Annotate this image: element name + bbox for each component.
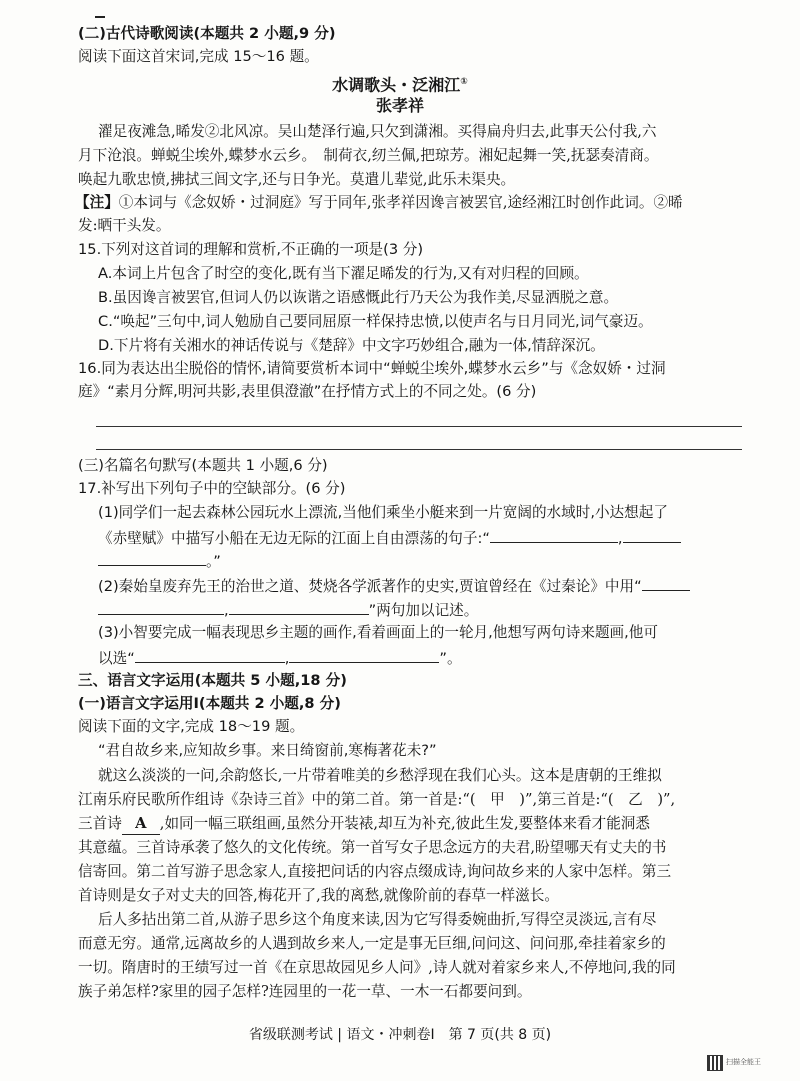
poem-author: 张孝祥: [375, 96, 424, 115]
passage-line-7: 后人多拈出第二首,从游子思乡这个角度来读,因为它写得委婉曲折,写得空灵淡远,言有尽: [98, 911, 657, 928]
blank-a[interactable]: A: [122, 814, 160, 835]
passage-line-8: 而意无穷。通常,远离故乡的人遇到故乡来人,一定是事无巨细,问问这、问问那,牵挂着家乡的: [78, 935, 666, 952]
passage-line-1: 就这么淡淡的一问,余韵悠长,一片带着唯美的乡愁浮现在我们心头。这本是唐朝的王维拟: [98, 767, 662, 784]
passage-line-6: 首诗则是女子对丈夫的回答,梅花开了,我的离愁,就像阶前的春草一样滋长。: [78, 887, 559, 904]
poem-note-line-2: 发:晒干头发。: [78, 217, 171, 234]
poem-note-line-1: [75, 193, 683, 213]
q16-answer-line-1[interactable]: [96, 426, 742, 427]
section-2-intro: 阅读下面这首宋词,完成 15～16 题。: [78, 48, 319, 65]
q17-item-1-blank-1[interactable]: [490, 527, 618, 543]
passage-line-3-comma: ,: [159, 815, 165, 832]
q17-item-1-end: 。”: [206, 553, 221, 570]
q17-stem: 17.补写出下列句子中的空缺部分。(6 分): [78, 480, 346, 497]
q17-item-2-blank-1b[interactable]: [98, 599, 224, 615]
poem-line-3: 唤起九歌忠愤,拂拭三闾文字,还与日争光。莫遣儿辈觉,此乐未渠央。: [78, 171, 516, 188]
q16-answer-line-2[interactable]: [96, 449, 742, 450]
part-3-intro: 阅读下面的文字,完成 18～19 题。: [78, 718, 305, 735]
q17-item-3-end: ”。: [439, 650, 462, 667]
q17-item-1-blank-2b[interactable]: [98, 550, 206, 566]
q17-item-1-line-2: [98, 527, 681, 549]
passage-line-10: 族子弟怎样?家里的园子怎样?连园里的一花一草、一木一石都要问到。: [78, 983, 532, 1000]
note-label: 【注】: [75, 194, 119, 211]
poem-line-2: 月下沧浪。蝉蜕尘埃外,蝶梦水云乡。 制荷衣,纫兰佩,把琼芳。湘妃起舞一笑,抚瑟奏清商。: [78, 147, 659, 164]
poem-title-text: 水调歌头・泛湘江: [332, 75, 461, 95]
q17-item-2-blank-1a[interactable]: [642, 575, 690, 591]
passage-line-3: [78, 814, 650, 835]
q17-item-1-comma: ,: [617, 530, 623, 547]
passage-line-2: 江南乐府民歌所作组诗《杂诗三首》中的第二首。第一首是:“( 甲 )”,第三首是:“( 乙 )”,: [78, 791, 676, 808]
q16-line-1: 16.同为表达出尘脱俗的情怀,请简要赏析本词中“蝉蜕尘埃外,蝶梦水云乡”与《念奴娇・过洞: [78, 360, 666, 377]
q17-item-2-text: (2)秦始皇废弃先王的治世之道、焚烧各学派著作的史实,贾谊曾经在《过秦论》中用“: [98, 578, 642, 595]
passage-line-5: 信寄回。第二首写游子思念家人,直接把问话的内容点缀成诗,询问故乡来的人家中怎样。第三: [78, 863, 672, 880]
qr-code-icon: [707, 1055, 723, 1071]
q17-item-1-blank-2a[interactable]: [623, 527, 681, 543]
q17-item-1-line-1: (1)同学们一起去森林公园玩水上漂流,当他们乘坐小艇来到一片宽阔的水域时,小达想起了: [98, 504, 668, 521]
q17-item-2-end: ”两句加以记述。: [368, 602, 479, 619]
scanner-brand: 扫描全能王: [726, 1058, 761, 1066]
passage-quote: “君自故乡来,应知故乡事。来日绮窗前,寒梅著花未?”: [98, 742, 437, 759]
q17-item-1-line-3: [98, 550, 221, 572]
passage-line-4: 其意蕴。三首诗承袭了悠久的文化传统。第一首写女子思念远方的夫君,盼望哪天有丈夫的书: [78, 839, 667, 856]
q15-option-a: A.本词上片包含了时空的变化,既有当下濯足晞发的行为,又有对归程的回顾。: [98, 265, 589, 282]
page-footer: 省级联测考试 | 语文・冲刺卷Ⅰ 第 7 页(共 8 页): [248, 1027, 552, 1043]
q17-item-3-comma: ,: [284, 650, 290, 667]
poem-title-note: ①: [460, 77, 468, 87]
q16-line-2: 庭》“素月分辉,明河共影,表里俱澄澈”在抒情方式上的不同之处。(6 分): [78, 383, 537, 400]
poem-title: [0, 72, 800, 95]
q15-option-d: D.下片将有关湘水的神话传说与《楚辞》中文字巧妙组合,融为一体,情辞深沉。: [98, 337, 605, 354]
q17-item-3-text: 以选“: [98, 650, 135, 667]
q17-item-1-text: 《赤壁赋》中描写小船在无边无际的江面上自由漂荡的句子:“: [98, 530, 490, 547]
section-3-heading: (三)名篇名句默写(本题共 1 小题,6 分): [78, 457, 328, 474]
q17-item-3-line-1: (3)小智要完成一幅表现思乡主题的画作,看着画面上的一轮月,他想写两句诗来题画,他可: [98, 624, 658, 641]
q17-item-2-line-2: [98, 599, 478, 621]
note-text-1: ①本词与《念奴娇・过洞庭》写于同年,张孝祥因谗言被罢官,途经湘江时创作此词。②晞: [118, 194, 683, 211]
top-mark: [95, 16, 105, 18]
passage-line-9: 一切。隋唐时的王绩写过一首《在京思故园见乡人问》,诗人就对着家乡来人,不停地问,我的同: [78, 959, 676, 976]
q17-item-3-blank-2[interactable]: [289, 647, 439, 663]
passage-line-3-prefix: 三首诗: [78, 815, 122, 832]
q17-item-2-line-1: [98, 575, 690, 597]
poem-line-1: 濯足夜滩急,晞发②北风凉。吴山楚泽行遍,只欠到潇湘。买得扁舟归去,此事天公付我,六: [98, 123, 657, 140]
passage-line-3-rest: 如同一幅三联组画,虽然分开装裱,却互为补充,彼此生发,要整体来看才能洞悉: [164, 815, 650, 832]
part-3-sub-heading: (一)语言文字运用Ⅰ(本题共 2 小题,8 分): [78, 695, 341, 712]
q15-stem: 15.下列对这首词的理解和赏析,不正确的一项是(3 分): [78, 241, 424, 258]
q17-item-2-comma: ,: [224, 602, 229, 619]
part-3-heading: 三、语言文字运用(本题共 5 小题,18 分): [78, 672, 347, 689]
q17-item-2-blank-2[interactable]: [229, 599, 369, 615]
section-2-heading: (二)古代诗歌阅读(本题共 2 小题,9 分): [78, 25, 336, 42]
q15-option-b: B.虽因谗言被罢官,但词人仍以诙谐之语感慨此行乃天公为我作美,尽显洒脱之意。: [98, 289, 619, 306]
q15-option-c: C.“唤起”三句中,词人勉励自己要同屈原一样保持忠愤,以使声名与日月同光,词气豪迈。: [98, 313, 653, 330]
q17-item-3-blank-1[interactable]: [135, 647, 285, 663]
q17-item-3-line-2: [98, 647, 462, 669]
